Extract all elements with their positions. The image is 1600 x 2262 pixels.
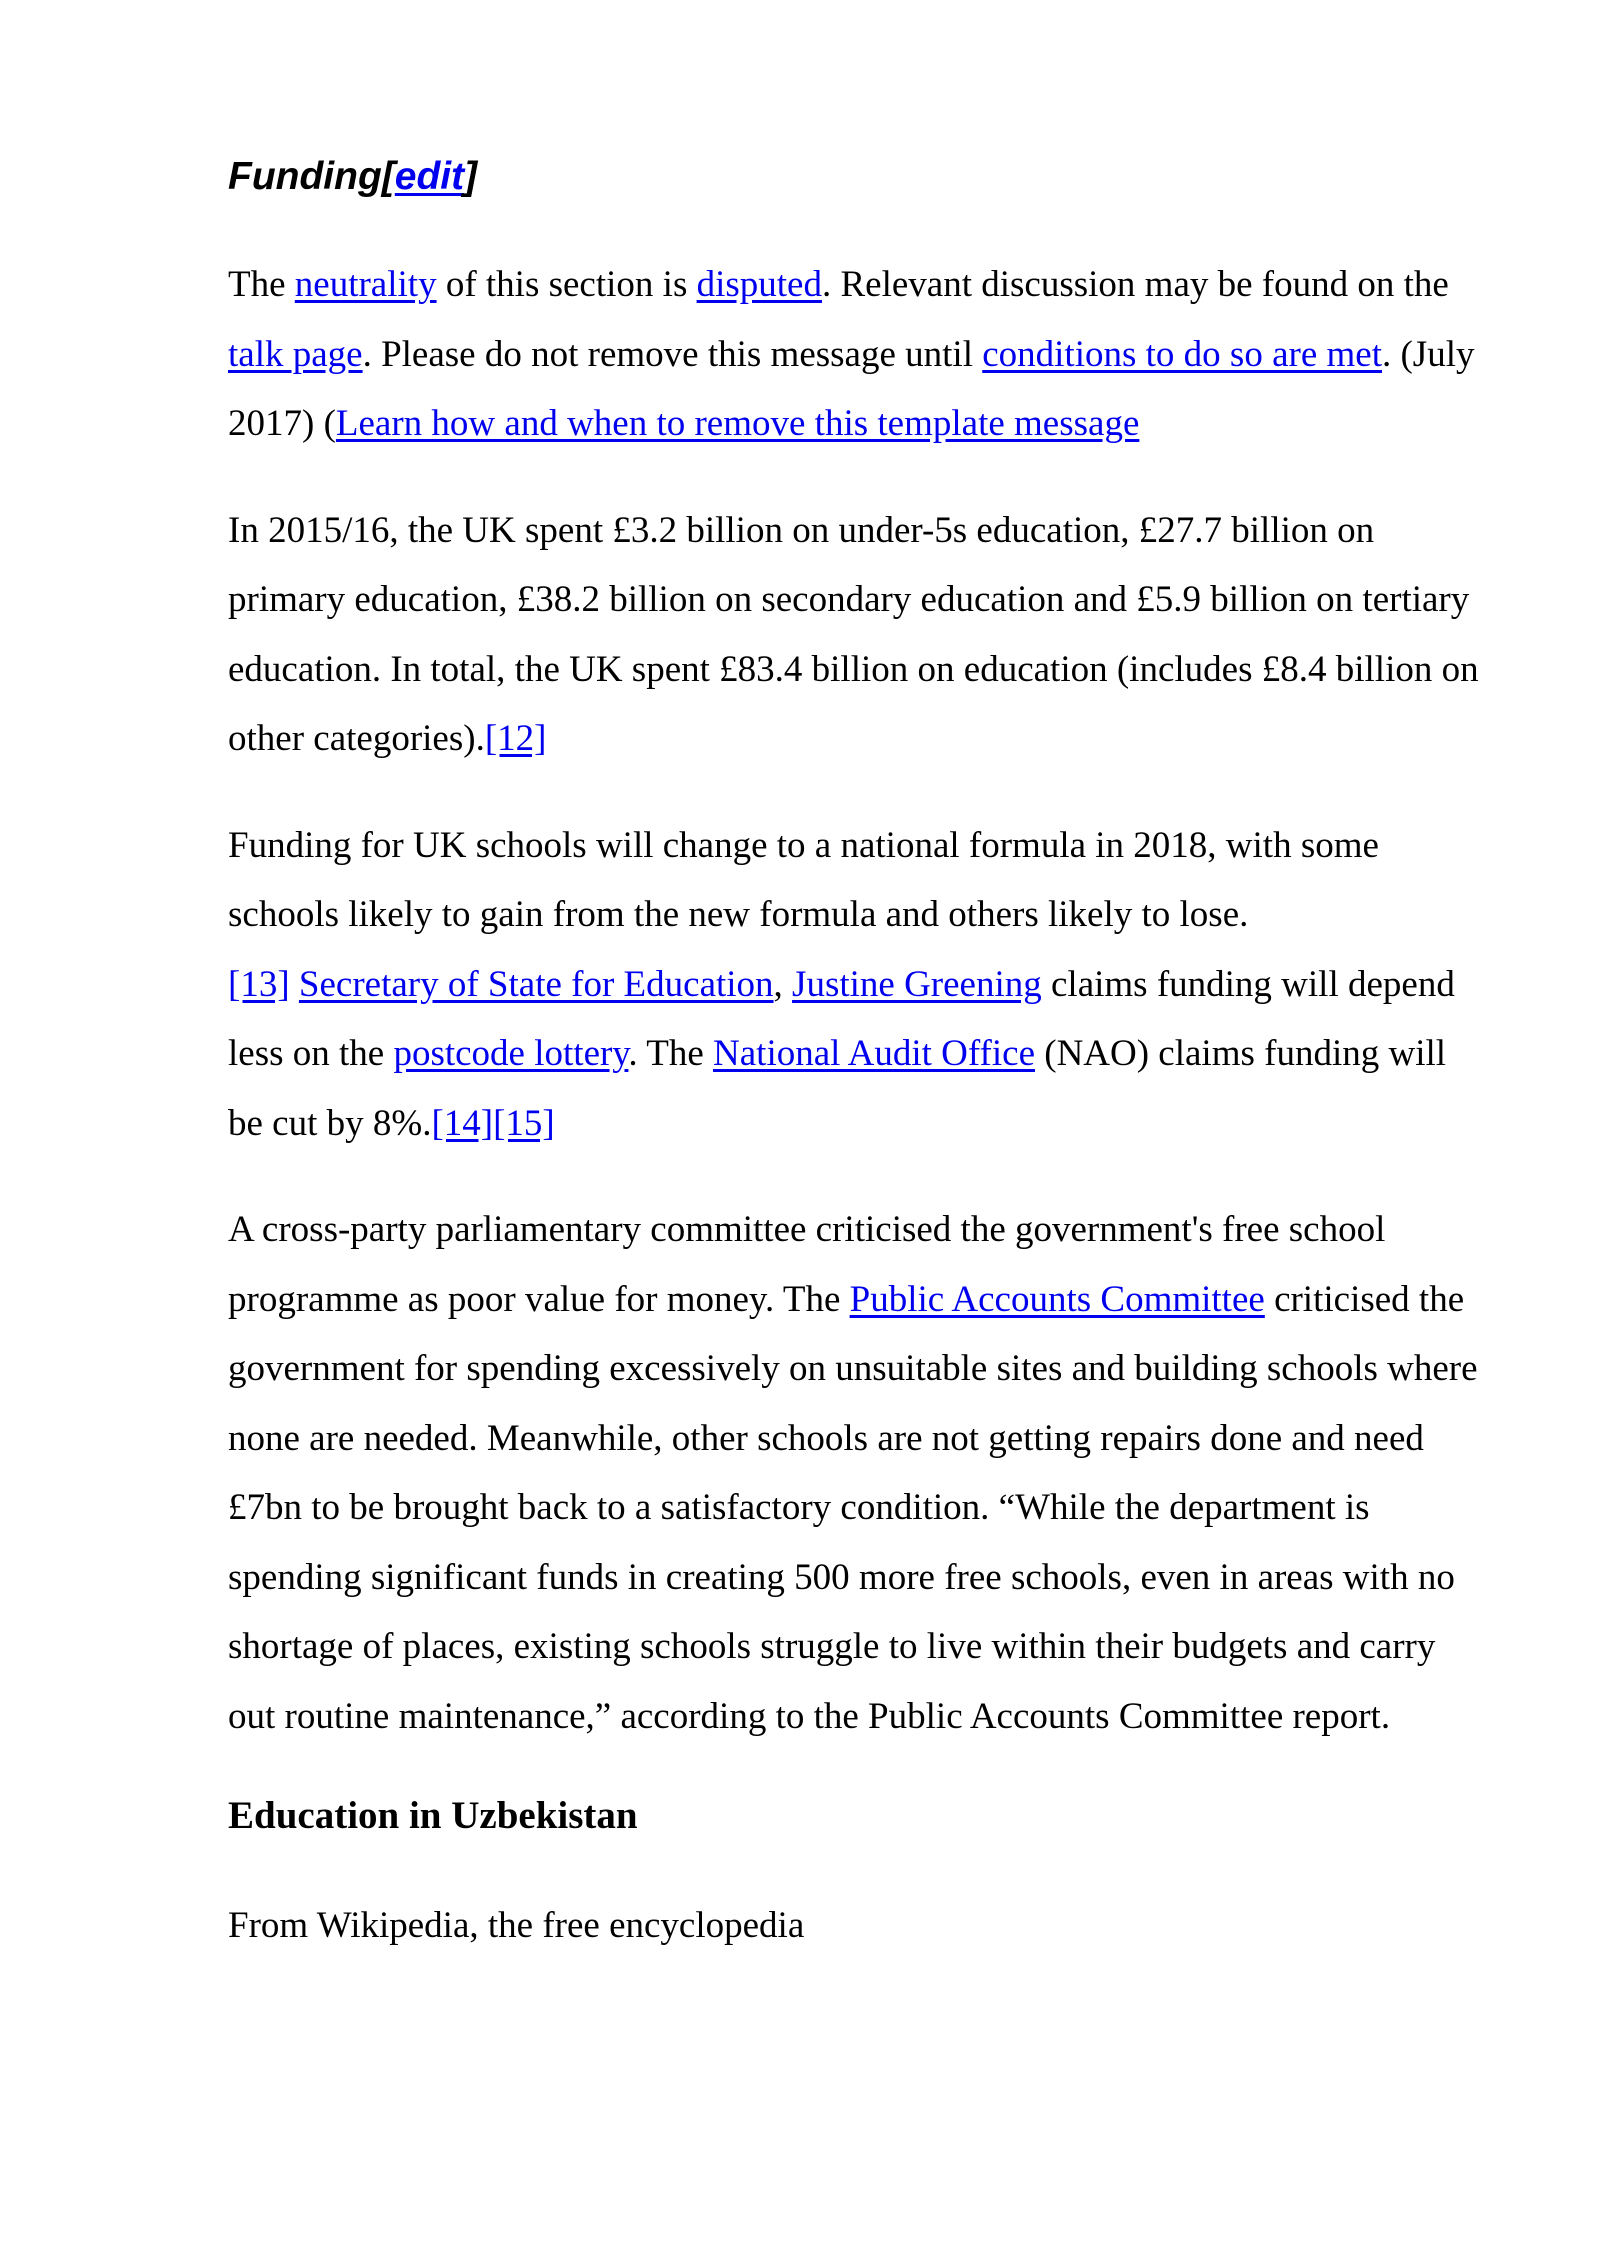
committee-text-2: criticised the government for spending excessively on unsuitable sites and building schools where none are needed. Meanwhile, other schools are not getting repairs done and need £7bn to be brought back to a satisfactory condition. “While the department is spending significant funds in creating 500 more free schools, even in areas with no shortage of places, existing schools struggle to live within their budgets and carry out routine maintenance,” according to the Public Accounts Committee report. — [228, 1278, 1478, 1737]
formula-space — [290, 964, 299, 1005]
formula-text-3: . The — [628, 1033, 714, 1074]
paragraph-committee — [228, 1195, 1488, 1751]
reference-15-link[interactable]: [15] — [493, 1102, 555, 1144]
funding-title: Funding — [228, 155, 382, 198]
committee-text-1: A cross-party parliamentary committee criticised the government's free school programme as poor value for money. The — [228, 1209, 1386, 1320]
notice-text-4: . Please do not remove this message until — [362, 333, 983, 375]
secretary-of-state-link[interactable]: Secretary of State for Education — [298, 963, 774, 1005]
learn-remove-template-link[interactable]: Learn how and when to remove this template message — [335, 403, 1140, 444]
article-title-uzbekistan: Education in Uzbekistan — [228, 1794, 638, 1837]
formula-text-4: (NAO) claims funding will be cut by 8%. — [228, 1033, 1447, 1144]
formula-comma: , — [773, 963, 793, 1005]
national-audit-office-link[interactable]: National Audit Office — [713, 1033, 1035, 1074]
edit-open-bracket: [ — [381, 155, 395, 198]
notice-text-1: The — [228, 264, 295, 305]
public-accounts-committee-link[interactable]: Public Accounts Committee — [849, 1278, 1265, 1320]
notice-text-5: . (July 2017) ( — [228, 333, 1475, 444]
formula-text-2: claims funding will depend less on the — [228, 963, 1455, 1074]
paragraph-funding-formula — [228, 811, 1488, 1159]
formula-text-1: Funding for UK schools will change to a national formula in 2018, with some schools likely to gain from the new formula and others likely to lose. — [228, 824, 1379, 935]
edit-link[interactable]: edit — [394, 155, 465, 198]
conditions-link[interactable]: conditions to do so are met — [982, 333, 1382, 375]
article-content — [228, 150, 1488, 1961]
talk-page-link[interactable]: talk page — [228, 333, 363, 375]
neutrality-link[interactable]: neutrality — [294, 264, 437, 305]
neutrality-notice — [228, 250, 1488, 459]
postcode-lottery-link[interactable]: postcode lottery — [393, 1033, 629, 1074]
paragraph-spending — [228, 496, 1488, 774]
notice-text-3: . Relevant discussion may be found on the — [821, 264, 1449, 305]
section-heading-funding — [228, 150, 1488, 204]
notice-text-2: of this section is — [436, 264, 697, 305]
reference-13-link[interactable]: [13] — [228, 963, 290, 1005]
article-subtitle: From Wikipedia, the free encyclopedia — [228, 1905, 805, 1946]
reference-14-link[interactable]: [14] — [431, 1102, 494, 1144]
edit-close-bracket: ] — [464, 155, 478, 198]
justine-greening-link[interactable]: Justine Greening — [792, 963, 1042, 1005]
reference-12-link[interactable]: [12] — [484, 718, 547, 759]
disputed-link[interactable]: disputed — [696, 264, 822, 305]
spending-text: In 2015/16, the UK spent £3.2 billion on under-5s education, £27.7 billion on primary education, £38.2 billion on secondary education and £5.9 billion on tertiary education. In total, the UK spent £83.4 billion on education (includes £8.4 billion on other categories). — [228, 509, 1479, 759]
